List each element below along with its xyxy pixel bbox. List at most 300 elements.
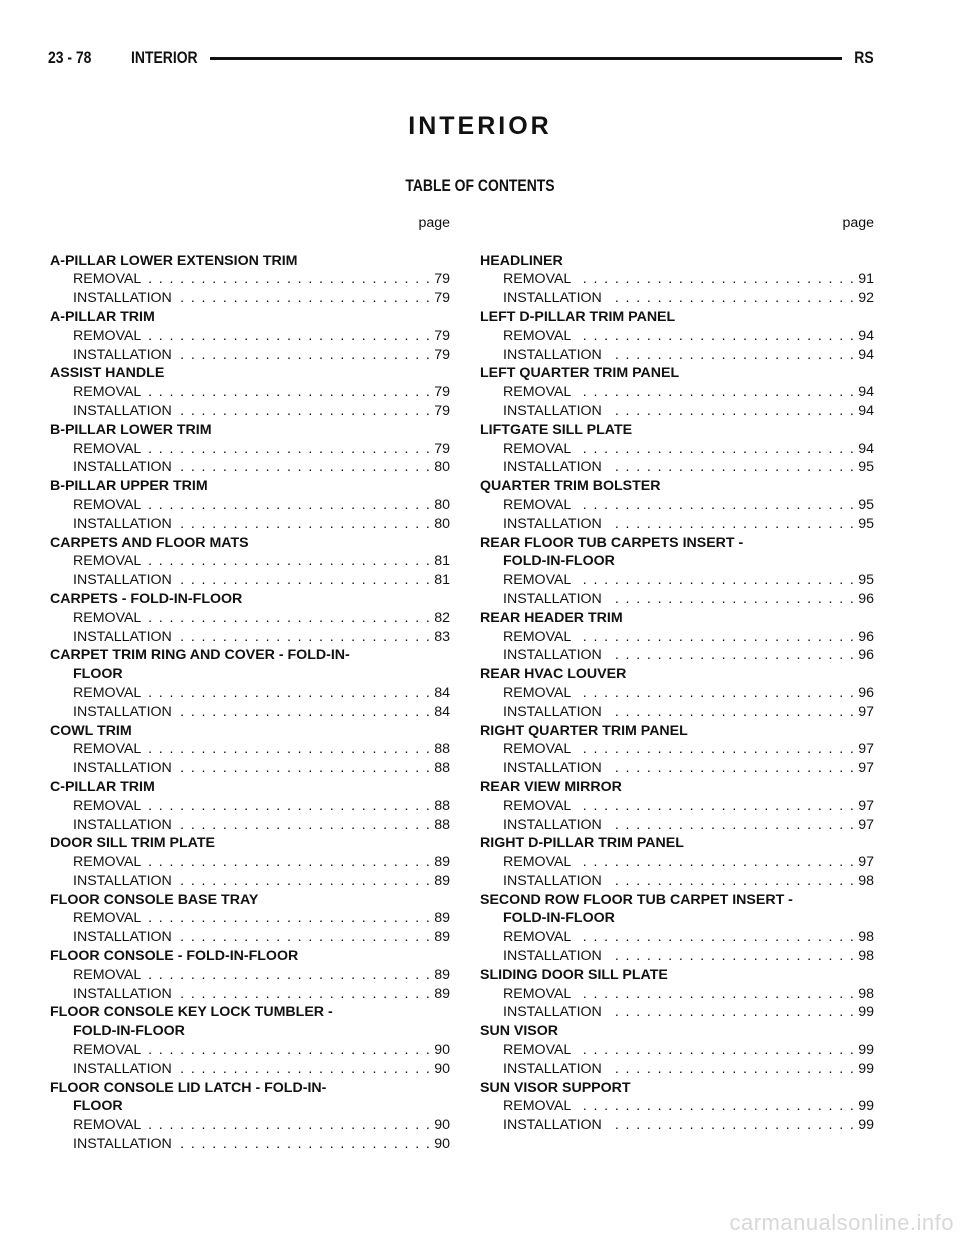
toc-subentry[interactable] <box>50 383 450 402</box>
toc-subentry[interactable] <box>50 816 450 835</box>
page-ref: 79 <box>434 402 450 419</box>
page-ref: 79 <box>434 290 450 307</box>
page-ref: 89 <box>434 985 450 1002</box>
page-ref: 84 <box>434 703 450 720</box>
toc-entry-title[interactable]: LEFT D-PILLAR TRIM PANEL <box>480 308 676 325</box>
toc-subentry[interactable] <box>480 797 874 816</box>
dot-leader <box>577 928 855 947</box>
dot-leader <box>147 440 431 459</box>
dot-leader <box>178 571 431 590</box>
subentry-label: INSTALLATION <box>73 346 172 363</box>
page-ref: 94 <box>858 384 874 401</box>
toc-entry <box>50 364 450 420</box>
toc-entry <box>480 308 874 364</box>
toc-entry-title[interactable]: FLOOR CONSOLE - FOLD-IN-FLOOR <box>50 948 299 965</box>
page-ref: 88 <box>434 760 450 777</box>
subentry-label: INSTALLATION <box>73 628 172 645</box>
toc-entry <box>50 722 450 778</box>
toc-entry-title[interactable]: REAR FLOOR TUB CARPETS INSERT - FOLD-IN-FLOOR <box>480 534 744 570</box>
dot-leader <box>147 1041 431 1060</box>
toc-subentry[interactable] <box>50 1116 450 1135</box>
dot-leader <box>608 346 855 365</box>
dot-leader <box>608 458 855 477</box>
page-ref: 80 <box>434 459 450 476</box>
page-ref: 96 <box>858 647 874 664</box>
toc-subentry[interactable] <box>50 797 450 816</box>
page-ref: 83 <box>434 628 450 645</box>
toc-subentry[interactable] <box>50 402 450 421</box>
toc-subentry[interactable] <box>480 270 874 289</box>
dot-leader <box>147 496 431 515</box>
subentry-label: INSTALLATION <box>73 572 172 589</box>
toc-subentry[interactable] <box>50 552 450 571</box>
page-ref: 98 <box>858 929 874 946</box>
page-header <box>48 46 874 70</box>
toc-entry <box>50 1003 450 1078</box>
toc-subentry[interactable] <box>480 383 874 402</box>
toc-subentry[interactable] <box>50 909 450 928</box>
page-column-label: page <box>842 215 874 231</box>
dot-leader <box>147 966 431 985</box>
subentry-label: INSTALLATION <box>503 647 602 664</box>
page-ref: 97 <box>858 760 874 777</box>
subentry-label: REMOVAL <box>503 985 572 1002</box>
toc-subentry[interactable] <box>480 872 874 891</box>
dot-leader <box>577 571 855 590</box>
model-code: RS <box>854 48 874 67</box>
subentry-label: INSTALLATION <box>503 1117 602 1134</box>
page-ref: 95 <box>858 459 874 476</box>
toc-entry <box>50 646 450 721</box>
page-ref: 97 <box>858 854 874 871</box>
toc-subentry[interactable] <box>480 327 874 346</box>
subentry-label: REMOVAL <box>73 854 142 871</box>
dot-leader <box>577 1097 855 1116</box>
toc-list-left <box>50 252 450 1154</box>
page-number: 23 - 78 <box>48 48 92 67</box>
page-ref: 97 <box>858 816 874 833</box>
toc-right-column <box>480 214 874 1135</box>
dot-leader <box>178 1060 431 1079</box>
page-ref: 94 <box>858 327 874 344</box>
toc-subentry[interactable] <box>480 928 874 947</box>
page-ref: 96 <box>858 684 874 701</box>
toc-entry <box>50 1079 450 1154</box>
page-ref: 79 <box>434 440 450 457</box>
toc-entry <box>480 534 874 609</box>
toc-subentry[interactable] <box>480 703 874 722</box>
toc-subentry[interactable] <box>50 571 450 590</box>
page-ref: 99 <box>858 1004 874 1021</box>
page-ref: 90 <box>434 1136 450 1153</box>
dot-leader <box>178 289 431 308</box>
toc-subentry[interactable] <box>50 458 450 477</box>
subentry-label: INSTALLATION <box>73 1136 172 1153</box>
subentry-label: REMOVAL <box>503 628 572 645</box>
toc-subentry[interactable] <box>480 1060 874 1079</box>
page-ref: 89 <box>434 910 450 927</box>
page-title: INTERIOR <box>408 112 552 140</box>
toc-entry <box>50 590 450 646</box>
page-ref: 97 <box>858 741 874 758</box>
dot-leader <box>608 402 855 421</box>
toc-entry <box>50 477 450 533</box>
toc-entry-title[interactable]: LEFT QUARTER TRIM PANEL <box>480 365 680 382</box>
toc-subentry[interactable] <box>480 853 874 872</box>
toc-entry-title[interactable]: FLOOR CONSOLE BASE TRAY <box>50 891 259 908</box>
toc-entry-title[interactable]: CARPETS - FOLD-IN-FLOOR <box>50 590 243 607</box>
header-rule <box>210 57 842 60</box>
subentry-label: INSTALLATION <box>503 346 602 363</box>
toc-subentry[interactable] <box>50 327 450 346</box>
toc-subentry[interactable] <box>50 703 450 722</box>
subentry-label: REMOVAL <box>503 741 572 758</box>
toc-entry-title[interactable]: SUN VISOR <box>480 1023 559 1040</box>
page-ref: 99 <box>858 1117 874 1134</box>
dot-leader <box>608 1060 855 1079</box>
page-ref: 88 <box>434 741 450 758</box>
toc-entry-title[interactable]: B-PILLAR UPPER TRIM <box>50 478 208 495</box>
toc-subentry[interactable] <box>480 458 874 477</box>
dot-leader <box>147 909 431 928</box>
page-ref: 94 <box>858 402 874 419</box>
dot-leader <box>577 440 855 459</box>
section-name: INTERIOR <box>130 48 198 67</box>
subentry-label: INSTALLATION <box>503 590 602 607</box>
toc-entry-title[interactable]: LIFTGATE SILL PLATE <box>480 421 633 438</box>
subentry-label: REMOVAL <box>73 609 142 626</box>
toc-entry-title[interactable]: RIGHT D-PILLAR TRIM PANEL <box>480 835 684 852</box>
toc-entry <box>50 534 450 590</box>
toc-entry-title[interactable]: RIGHT QUARTER TRIM PANEL <box>480 722 688 739</box>
page-ref: 80 <box>434 515 450 532</box>
dot-leader <box>178 928 431 947</box>
subentry-label: INSTALLATION <box>503 1004 602 1021</box>
dot-leader <box>147 270 431 289</box>
toc-subentry[interactable] <box>480 346 874 365</box>
toc-subentry[interactable] <box>480 515 874 534</box>
toc-entry-title[interactable]: DOOR SILL TRIM PLATE <box>50 835 215 852</box>
dot-leader <box>178 402 431 421</box>
dot-leader <box>147 552 431 571</box>
toc-subentry[interactable] <box>50 270 450 289</box>
subentry-label: REMOVAL <box>73 966 142 983</box>
page-ref: 79 <box>434 346 450 363</box>
toc-subentry[interactable] <box>50 853 450 872</box>
subentry-label: REMOVAL <box>73 440 142 457</box>
toc-subentry[interactable] <box>50 609 450 628</box>
toc-subentry[interactable] <box>480 1097 874 1116</box>
subentry-label: INSTALLATION <box>73 985 172 1002</box>
page-ref: 89 <box>434 966 450 983</box>
page-ref: 89 <box>434 854 450 871</box>
toc-subentry[interactable] <box>480 289 874 308</box>
dot-leader <box>577 327 855 346</box>
subentry-label: INSTALLATION <box>503 872 602 889</box>
toc-subentry[interactable] <box>50 440 450 459</box>
toc-subentry[interactable] <box>50 1060 450 1079</box>
page-ref: 99 <box>858 1098 874 1115</box>
toc-entry <box>480 252 874 308</box>
subentry-label: REMOVAL <box>503 384 572 401</box>
page-ref: 88 <box>434 797 450 814</box>
page-ref: 96 <box>858 628 874 645</box>
subentry-label: REMOVAL <box>503 1042 572 1059</box>
page-ref: 80 <box>434 496 450 513</box>
toc-subentry[interactable] <box>480 759 874 778</box>
page-ref: 84 <box>434 684 450 701</box>
page-ref: 96 <box>858 590 874 607</box>
subentry-label: REMOVAL <box>73 496 142 513</box>
toc-entry-title[interactable]: REAR HEADER TRIM <box>480 609 623 626</box>
toc-subentry[interactable] <box>480 816 874 835</box>
dot-leader <box>577 270 855 289</box>
subentry-label: INSTALLATION <box>73 515 172 532</box>
subentry-label: REMOVAL <box>503 327 572 344</box>
subentry-label: REMOVAL <box>73 1042 142 1059</box>
dot-leader <box>147 327 431 346</box>
dot-leader <box>147 684 431 703</box>
dot-leader <box>147 609 431 628</box>
subentry-label: REMOVAL <box>503 797 572 814</box>
toc-entry <box>480 891 874 966</box>
page-ref: 79 <box>434 327 450 344</box>
page-ref: 81 <box>434 553 450 570</box>
page-ref: 89 <box>434 929 450 946</box>
page-ref: 95 <box>858 515 874 532</box>
dot-leader <box>608 515 855 534</box>
toc-entry <box>480 477 874 533</box>
page-ref: 98 <box>858 872 874 889</box>
subentry-label: INSTALLATION <box>503 948 602 965</box>
subentry-label: REMOVAL <box>73 797 142 814</box>
toc-subentry[interactable] <box>50 872 450 891</box>
toc-subentry[interactable] <box>50 684 450 703</box>
dot-leader <box>608 703 855 722</box>
page-ref: 99 <box>858 1042 874 1059</box>
dot-leader <box>178 515 431 534</box>
toc-subentry[interactable] <box>480 590 874 609</box>
toc-subentry[interactable] <box>480 646 874 665</box>
toc-entry <box>480 1079 874 1135</box>
toc-subentry[interactable] <box>480 684 874 703</box>
dot-leader <box>608 646 855 665</box>
dot-leader <box>577 797 855 816</box>
toc-entry-title[interactable]: SECOND ROW FLOOR TUB CARPET INSERT - FOLD-IN-FLOOR <box>480 891 793 927</box>
subentry-label: REMOVAL <box>73 1117 142 1134</box>
subentry-label: INSTALLATION <box>503 760 602 777</box>
subentry-label: REMOVAL <box>73 910 142 927</box>
toc-entry <box>50 834 450 890</box>
dot-leader <box>147 853 431 872</box>
toc-entry-title[interactable]: C-PILLAR TRIM <box>50 778 155 795</box>
subentry-label: REMOVAL <box>73 271 142 288</box>
toc-entry-title[interactable]: B-PILLAR LOWER TRIM <box>50 421 212 438</box>
toc-subentry[interactable] <box>480 947 874 966</box>
dot-leader <box>608 872 855 891</box>
subentry-label: INSTALLATION <box>73 760 172 777</box>
toc-entry <box>480 966 874 1022</box>
toc-subentry[interactable] <box>50 985 450 1004</box>
subentry-label: INSTALLATION <box>73 816 172 833</box>
page-ref: 90 <box>434 1060 450 1077</box>
page-ref: 90 <box>434 1117 450 1134</box>
page-ref: 98 <box>858 948 874 965</box>
toc-subentry[interactable] <box>50 1135 450 1154</box>
toc-entry-title[interactable]: CARPET TRIM RING AND COVER - FOLD-IN- FLOOR <box>50 647 350 683</box>
dot-leader <box>178 458 431 477</box>
toc-subentry[interactable] <box>480 628 874 647</box>
subentry-label: REMOVAL <box>503 1098 572 1115</box>
subentry-label: INSTALLATION <box>73 872 172 889</box>
toc-entry-title[interactable]: COWL TRIM <box>50 722 132 739</box>
page-ref: 94 <box>858 440 874 457</box>
subentry-label: REMOVAL <box>503 854 572 871</box>
toc-entry <box>50 778 450 834</box>
page-ref: 92 <box>858 290 874 307</box>
toc-entry-title[interactable]: FLOOR CONSOLE KEY LOCK TUMBLER - FOLD-IN-FLOOR <box>50 1004 333 1040</box>
subentry-label: REMOVAL <box>503 684 572 701</box>
subentry-label: REMOVAL <box>503 572 572 589</box>
toc-subentry[interactable] <box>50 740 450 759</box>
toc-subentry[interactable] <box>480 1041 874 1060</box>
toc-entry <box>480 722 874 778</box>
toc-entry <box>480 609 874 665</box>
subentry-label: INSTALLATION <box>73 1060 172 1077</box>
toc-entry-title[interactable]: ASSIST HANDLE <box>50 365 165 382</box>
subentry-label: INSTALLATION <box>73 459 172 476</box>
dot-leader <box>147 797 431 816</box>
dot-leader <box>608 1116 855 1135</box>
toc-entry-title[interactable]: FLOOR CONSOLE LID LATCH - FOLD-IN- FLOOR <box>50 1079 327 1115</box>
page-ref: 82 <box>434 609 450 626</box>
subentry-label: INSTALLATION <box>503 290 602 307</box>
subentry-label: REMOVAL <box>503 929 572 946</box>
toc-entry <box>480 364 874 420</box>
subentry-label: INSTALLATION <box>73 929 172 946</box>
dot-leader <box>178 816 431 835</box>
dot-leader <box>147 383 431 402</box>
toc-entry <box>50 308 450 364</box>
toc-subentry[interactable] <box>480 1003 874 1022</box>
dot-leader <box>147 740 431 759</box>
subentry-label: INSTALLATION <box>73 703 172 720</box>
toc-entry <box>480 778 874 834</box>
page-ref: 99 <box>858 1060 874 1077</box>
toc-subentry[interactable] <box>480 985 874 1004</box>
toc-entry-title[interactable]: A-PILLAR LOWER EXTENSION TRIM <box>50 252 298 269</box>
page-ref: 91 <box>858 271 874 288</box>
subentry-label: INSTALLATION <box>503 515 602 532</box>
subentry-label: REMOVAL <box>503 440 572 457</box>
subentry-label: REMOVAL <box>73 384 142 401</box>
dot-leader <box>577 628 855 647</box>
toc-subentry[interactable] <box>50 1041 450 1060</box>
toc-entry-title[interactable]: REAR HVAC LOUVER <box>480 666 627 683</box>
toc-subentry[interactable] <box>50 496 450 515</box>
subentry-label: INSTALLATION <box>503 402 602 419</box>
page-ref: 79 <box>434 384 450 401</box>
dot-leader <box>577 684 855 703</box>
dot-leader <box>608 289 855 308</box>
subentry-label: REMOVAL <box>503 271 572 288</box>
toc-subentry[interactable] <box>50 628 450 647</box>
dot-leader <box>608 816 855 835</box>
dot-leader <box>178 985 431 1004</box>
subentry-label: REMOVAL <box>503 496 572 513</box>
toc-subentry[interactable] <box>480 402 874 421</box>
dot-leader <box>178 346 431 365</box>
subentry-label: INSTALLATION <box>73 402 172 419</box>
page-ref: 94 <box>858 346 874 363</box>
toc-list-right <box>480 252 874 1135</box>
subentry-label: INSTALLATION <box>503 816 602 833</box>
toc-subentry[interactable] <box>50 515 450 534</box>
dot-leader <box>577 383 855 402</box>
toc-entry-title[interactable]: SLIDING DOOR SILL PLATE <box>480 966 668 983</box>
toc-entry-title[interactable]: CARPETS AND FLOOR MATS <box>50 534 249 551</box>
dot-leader <box>608 590 855 609</box>
page-ref: 81 <box>434 572 450 589</box>
subentry-label: INSTALLATION <box>503 1060 602 1077</box>
dot-leader <box>147 1116 431 1135</box>
toc-heading: TABLE OF CONTENTS <box>405 176 555 195</box>
dot-leader <box>577 740 855 759</box>
toc-entry-title[interactable]: A-PILLAR TRIM <box>50 308 155 325</box>
toc-entry <box>50 252 450 308</box>
toc-subentry[interactable] <box>50 759 450 778</box>
page-ref: 95 <box>858 496 874 513</box>
page-ref: 97 <box>858 797 874 814</box>
toc-subentry[interactable] <box>50 928 450 947</box>
toc-entry-title[interactable]: REAR VIEW MIRROR <box>480 778 622 795</box>
toc-left-column <box>50 214 450 1154</box>
subentry-label: INSTALLATION <box>73 290 172 307</box>
toc-subentry[interactable] <box>480 740 874 759</box>
toc-subentry[interactable] <box>50 966 450 985</box>
dot-leader <box>608 947 855 966</box>
page-column-label: page <box>418 215 450 231</box>
dot-leader <box>608 759 855 778</box>
page-ref: 88 <box>434 816 450 833</box>
dot-leader <box>178 872 431 891</box>
dot-leader <box>577 985 855 1004</box>
toc-subentry[interactable] <box>480 440 874 459</box>
watermark: carmanualsonline.info <box>729 1210 954 1235</box>
toc-subentry[interactable] <box>480 1116 874 1135</box>
dot-leader <box>577 1041 855 1060</box>
subentry-label: REMOVAL <box>73 684 142 701</box>
toc-subentry[interactable] <box>480 496 874 515</box>
toc-entry <box>480 421 874 477</box>
dot-leader <box>178 1135 431 1154</box>
dot-leader <box>577 853 855 872</box>
toc-subentry[interactable] <box>50 289 450 308</box>
page-ref: 98 <box>858 985 874 1002</box>
toc-entry <box>50 891 450 947</box>
dot-leader <box>178 759 431 778</box>
toc-entry-title[interactable]: SUN VISOR SUPPORT <box>480 1079 631 1096</box>
subentry-label: INSTALLATION <box>503 703 602 720</box>
toc-subentry[interactable] <box>50 346 450 365</box>
toc-entry-title[interactable]: QUARTER TRIM BOLSTER <box>480 478 661 495</box>
page-ref: 90 <box>434 1042 450 1059</box>
page-ref: 97 <box>858 703 874 720</box>
toc-entry-title[interactable]: HEADLINER <box>480 252 563 269</box>
subentry-label: REMOVAL <box>73 553 142 570</box>
toc-subentry[interactable] <box>480 571 874 590</box>
toc-entry <box>480 665 874 721</box>
